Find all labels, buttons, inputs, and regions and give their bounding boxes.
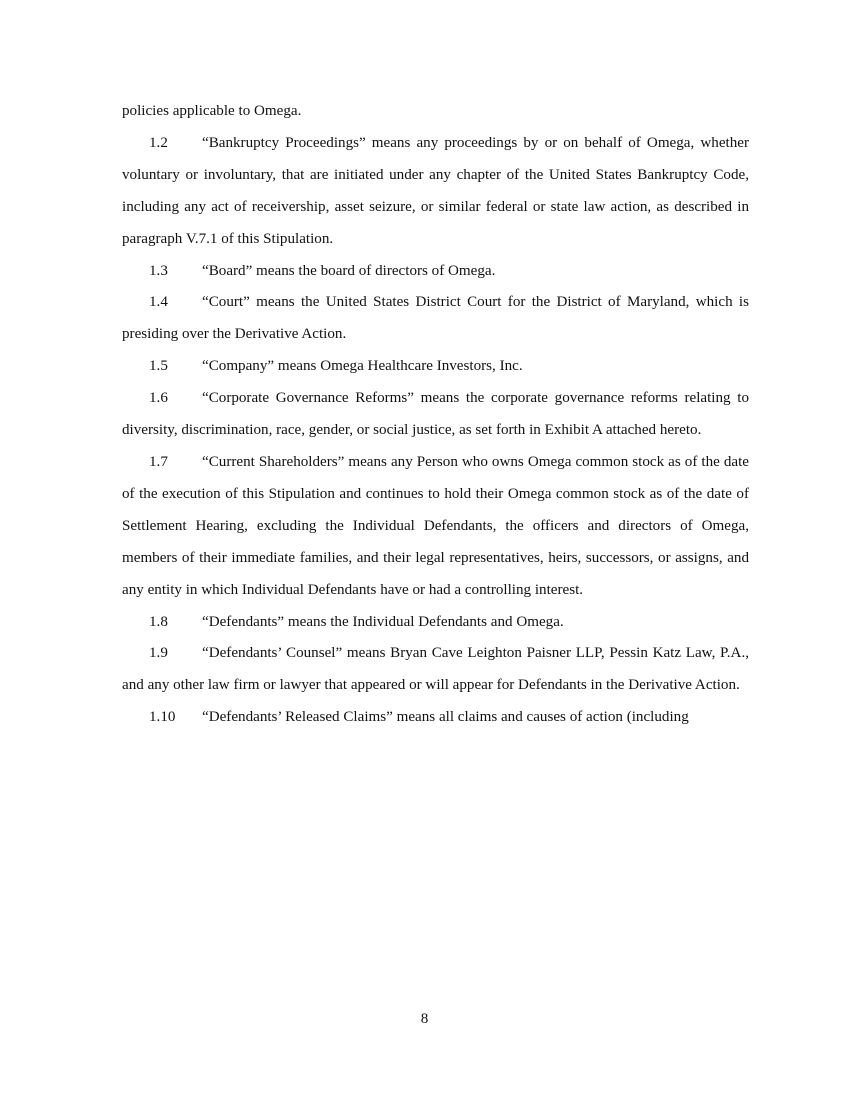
section-text: “Defendants’ Counsel” means Bryan Cave Leighton Paisner LLP, Pessin Katz Law, P.A., and any other law firm or lawyer that appeared or will appear for Defendants in the Derivative Action. xyxy=(122,645,749,694)
section-1-3 xyxy=(122,256,749,288)
section-text: “Current Shareholders” means any Person who owns Omega common stock as of the date of the execution of this Stipulation and continues to hold their Omega common stock as of the date of Settlement Hearing, excluding the Individual Defendants, the officers and directors of Omega, members of their immediate families, and their legal representatives, heirs, successors, or assigns, and any entity in which Individual Defendants have or had a controlling interest. xyxy=(122,453,749,598)
section-1-9 xyxy=(122,638,749,702)
section-text: “Company” means Omega Healthcare Investors, Inc. xyxy=(202,358,523,375)
section-1-6 xyxy=(122,383,749,447)
section-text: “Corporate Governance Reforms” means the corporate governance reforms relating to diversity, discrimination, race, gender, or social justice, as set forth in Exhibit A attached hereto. xyxy=(122,390,749,439)
section-number: 1.9 xyxy=(149,645,168,662)
section-1-8 xyxy=(122,607,749,639)
document-page xyxy=(122,96,749,734)
section-number: 1.4 xyxy=(149,294,168,311)
section-number: 1.6 xyxy=(149,390,168,407)
section-text: “Board” means the board of directors of Omega. xyxy=(202,262,496,279)
section-1-7 xyxy=(122,447,749,607)
section-number: 1.7 xyxy=(149,453,168,470)
section-text: “Defendants” means the Individual Defendants and Omega. xyxy=(202,613,564,630)
section-text: “Bankruptcy Proceedings” means any proceedings by or on behalf of Omega, whether voluntary or involuntary, that are initiated under any chapter of the United States Bankruptcy Code, including any act of receivership, asset seizure, or similar federal or state law action, as described in paragraph V.7.1 of this Stipulation. xyxy=(122,134,749,247)
section-number: 1.3 xyxy=(149,262,168,279)
section-1-2 xyxy=(122,128,749,256)
lead-text: policies applicable to Omega. xyxy=(122,103,302,119)
section-text: “Defendants’ Released Claims” means all claims and causes of action (including xyxy=(202,709,689,726)
section-1-5 xyxy=(122,351,749,383)
section-1-10 xyxy=(122,702,749,734)
section-number: 1.2 xyxy=(149,134,168,151)
section-number: 1.10 xyxy=(149,709,176,726)
section-1-4 xyxy=(122,287,749,351)
page-number: 8 xyxy=(420,1011,429,1027)
section-text: “Court” means the United States District Court for the District of Maryland, which is presiding over the Derivative Action. xyxy=(122,294,749,343)
section-number: 1.5 xyxy=(149,358,168,375)
section-number: 1.8 xyxy=(149,613,168,630)
